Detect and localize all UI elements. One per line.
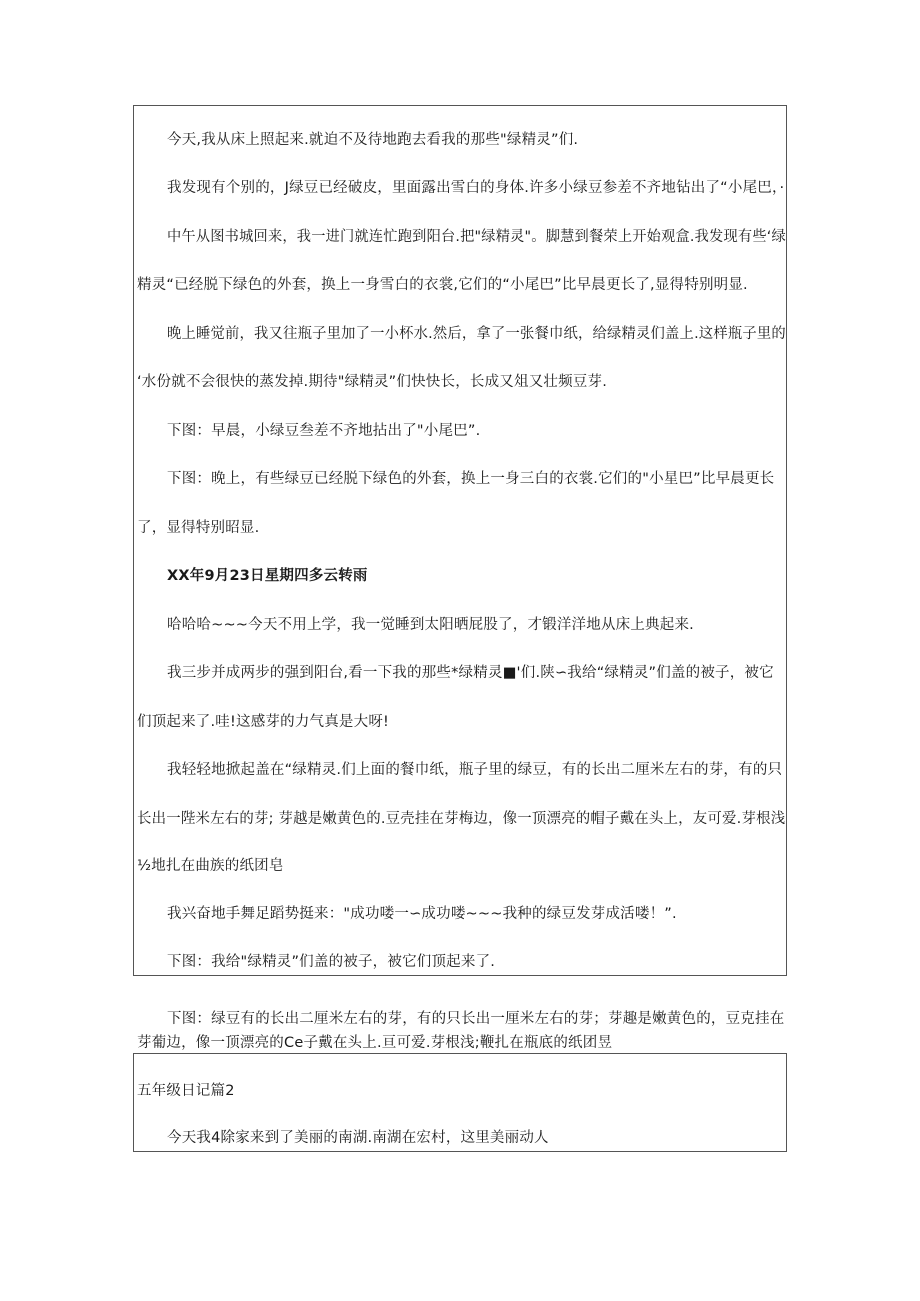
paragraph-line: 晚上睡觉前，我又往瓶子里加了一小杯水.然后，拿了一张餐巾纸，给绿精灵们盖上.这样瓶子里的: [167, 326, 786, 342]
paragraph-line: ½地扎在曲族的纸团皂: [137, 858, 284, 874]
paragraph-line: 中午从图书城回来，我一进门就连忙跑到阳台.把"绿精灵"。脚慧到餐荣上开始观盒.我发现有些‘绿: [167, 229, 786, 245]
paragraph-line: 精灵“已经脱下绿色的外套，换上一身雪白的衣裳,它们的“小尾巴”比早晨更长了,显得特别明显.: [137, 277, 748, 293]
caption-line: 下图：绿豆有的长出二厘米左右的芽，有的只长出一厘米左右的芽；芽趣是嫩黄色的，豆克挂在: [167, 1011, 785, 1027]
diary-date-heading: XX年9月23日星期四多云转雨: [167, 568, 368, 584]
paragraph-line: ‘水份就不会很快的蒸发掉.期待"绿精灵”们快快长，长成又俎又壮频豆芽.: [137, 374, 608, 390]
caption-line: 芽葡边，像一顶漂亮的Ce子戴在头上.亘可爱.芽根浅;鞭扎在瓶底的纸团昱: [137, 1035, 613, 1051]
paragraph-line: 哈哈哈~~~今天不用上学，我一觉睡到太阳晒屁股了，才锻洋洋地从床上典起来.: [167, 617, 694, 633]
paragraph-line: 我三步并成两步的强到阳台,看一下我的那些*绿精灵■'们.陕∽我给“绿精灵”们盖的被子，被它: [167, 665, 774, 681]
paragraph-line: 我发现有个别的，J绿豆已经破皮，里面露出雪白的身体.许多小绿豆参差不齐地钻出了“小尾巴，·: [167, 180, 785, 196]
paragraph-line: 我兴奋地手舞足蹈势挺来："成功喽一∽成功喽~~~我种的绿豆发芽成活喽！”.: [167, 906, 677, 922]
paragraph-line: 们顶起来了.哇!这感芽的力气真是大呀!: [137, 714, 390, 730]
caption-line: 下图：早晨，小绿豆叁差不齐地拈出了"小尾巴”.: [167, 423, 481, 439]
caption-line: 了，显得特别昭显.: [137, 520, 260, 536]
caption-line: 下图：晚上，有些绿豆已经脱下绿色的外套，换上一身三白的衣裳.它们的"小星巴”比早晨更长: [167, 471, 775, 487]
caption-line: 下图：我给"绿精灵”们盖的被子，被它们顶起来了.: [167, 954, 496, 970]
paragraph-line: 今天我4除家来到了美丽的南湖.南湖在宏村，这里美丽动人: [167, 1130, 549, 1146]
paragraph-line: 今天,我从床上照起来.就迫不及待地跑去看我的那些"绿精灵”们.: [167, 132, 579, 148]
paragraph-line: 长出一陛米左右的芽; 芽越是嫩黄色的.豆壳挂在芽梅边，像一顶漂亮的帽子戴在头上，友可爱.芽根浅: [137, 811, 786, 827]
section-heading: 五年级日记篇2: [137, 1083, 235, 1099]
paragraph-line: 我轻轻地掀起盖在“绿精灵.们上面的餐巾纸，瓶子里的绿豆，有的长出二厘米左右的芽，有的只: [167, 762, 783, 778]
